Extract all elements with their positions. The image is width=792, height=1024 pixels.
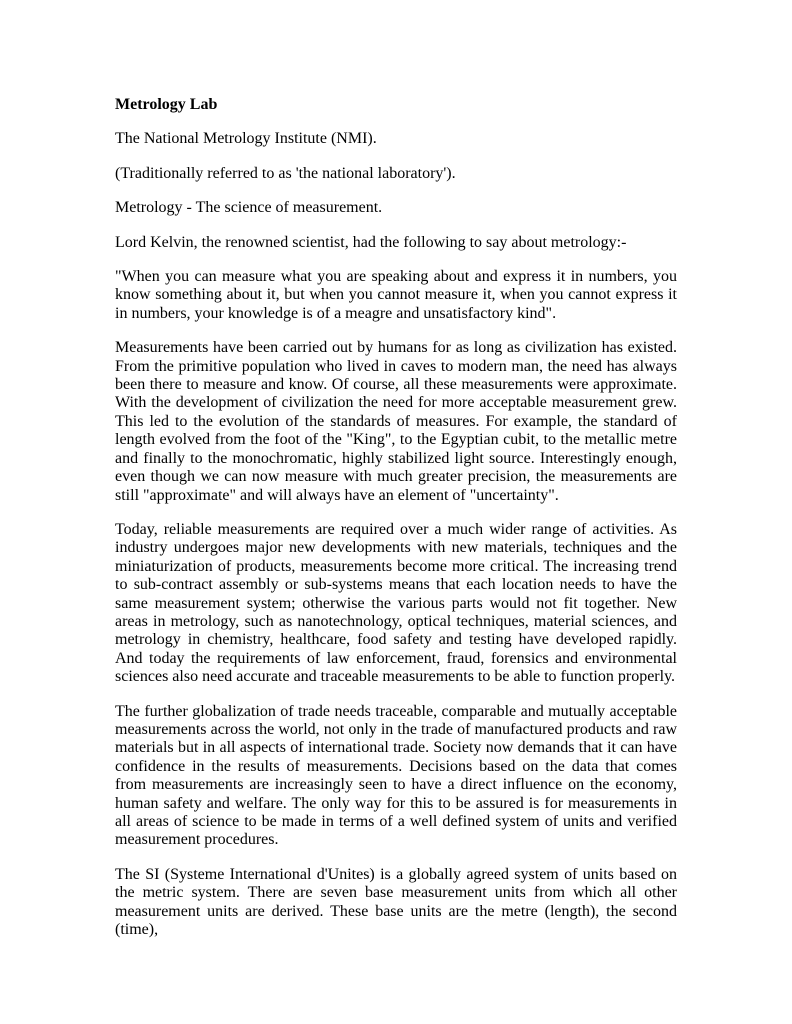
paragraph-measurement-history: Measurements have been carried out by humans for as long as civilization has existed. From the primitive population who lived in caves to modern man, the need has always been there to measure and know. Of course, all these measurements were approximate. With the development of civilization the need for more acceptable measurement grew. This led to the evolution of the standards of measures. For example, the standard of length evolved from the foot of the "King", to the Egyptian cubit, to the metallic metre and finally to the monochromatic, highly stabilized light source. Interestingly enough, even though we can now measure with much greater precision, the measurements are still "approximate" and will always have an element of "uncertainty". — [115, 339, 677, 504]
paragraph-metrology-definition: Metrology - The science of measurement. — [115, 199, 383, 217]
paragraph-kelvin-intro: Lord Kelvin, the renowned scientist, had the following to say about metrology:- — [115, 233, 627, 251]
paragraph-globalization: The further globalization of trade needs traceable, comparable and mutually acceptable measurements across the world, not only in the trade of manufactured products and raw materials but in all aspects of international trade. Society now demands that it can have confidence in the results of measurements. Decisions based on the data that comes from measurements are increasingly seen to have a direct influence on the economy, human safety and welfare. The only way for this to be assured is for measurements in all areas of science to be made in terms of a well defined system of units and verified measurement procedures. — [115, 702, 677, 849]
paragraph-kelvin-quote: "When you can measure what you are speaking about and express it in numbers, you know something about it, but when you cannot measure it, when you cannot express it in numbers, your knowledge is of a meagre and unsatisfactory kind". — [115, 268, 677, 322]
paragraph-today-measurements: Today, reliable measurements are required over a much wider range of activities. As industry undergoes major new developments with new materials, techniques and the miniaturization of products, measurements become more critical. The increasing trend to sub-contract assembly or sub-systems means that each location needs to have the same measurement system; otherwise the various parts would not fit together. New areas in metrology, such as nanotechnology, optical techniques, material sciences, and metrology in chemistry, healthcare, food safety and testing have developed rapidly. And today the requirements of law enforcement, fraud, forensics and environmental sciences also need accurate and traceable measurements to be able to function properly. — [115, 520, 677, 686]
paragraph-traditional-name: (Traditionally referred to as 'the national laboratory'). — [115, 164, 456, 182]
paragraph-si-units: The SI (Systeme International d'Unites) is a globally agreed system of units based on the metric system. There are seven base measurement units from which all other measurement units are derived. These base units are the metre (length), the second (time), — [115, 865, 677, 939]
document-title: Metrology Lab — [115, 96, 218, 113]
paragraph-nmi: The National Metrology Institute (NMI). — [115, 130, 377, 148]
